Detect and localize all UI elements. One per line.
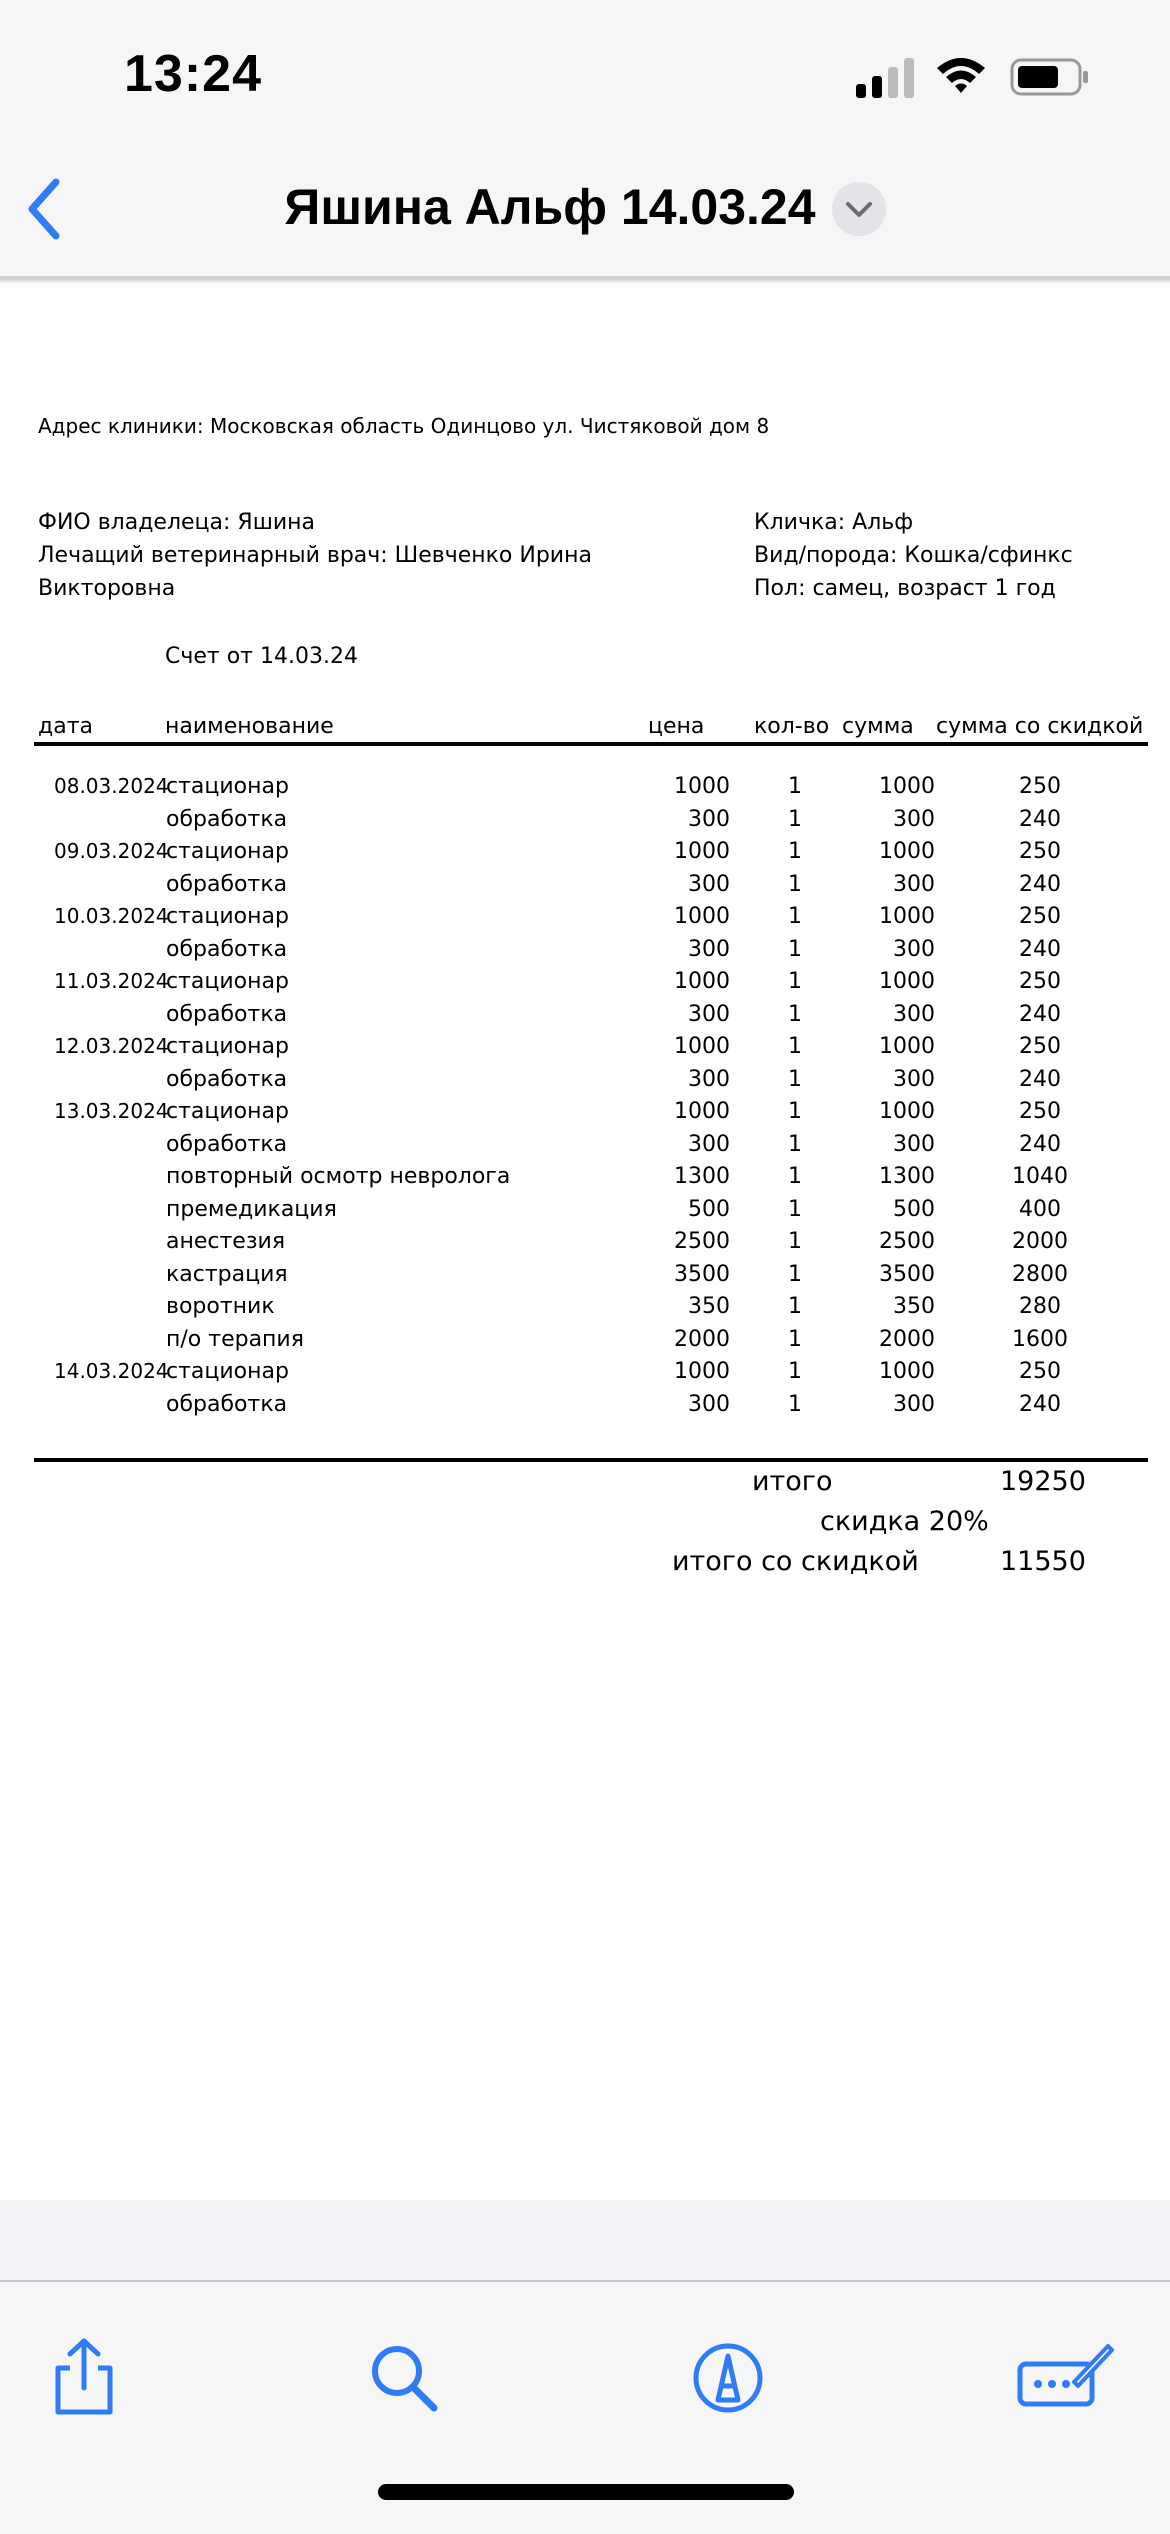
row-sum: 300	[893, 806, 935, 832]
table-row	[0, 837, 1170, 870]
row-price: 1000	[674, 1099, 730, 1124]
row-discounted: 2000	[1012, 1229, 1068, 1254]
row-discounted: 2800	[1012, 1261, 1068, 1287]
row-discounted: 250	[1019, 774, 1061, 799]
row-price: 300	[688, 1131, 730, 1157]
row-discounted: 240	[1019, 806, 1061, 832]
row-discounted: 240	[1019, 871, 1061, 897]
pet-species: Вид/порода: Кошка/сфинкс	[754, 543, 1073, 568]
row-name: стационар	[166, 969, 289, 994]
row-discounted: 240	[1019, 1131, 1061, 1157]
row-price: 500	[688, 1196, 730, 1222]
row-qty: 1	[788, 1066, 802, 1092]
table-row	[0, 1130, 1170, 1163]
row-price: 300	[688, 871, 730, 897]
table-row	[0, 935, 1170, 968]
row-name: стационар	[166, 839, 289, 864]
table-row	[0, 870, 1170, 903]
pet-sex-age: Пол: самец, возраст 1 год	[754, 576, 1056, 601]
row-qty: 1	[788, 806, 802, 832]
table-row	[0, 902, 1170, 935]
row-discounted: 250	[1019, 1359, 1061, 1384]
row-discounted: 240	[1019, 936, 1061, 962]
row-qty: 1	[788, 774, 802, 799]
column-header-date: дата	[38, 714, 93, 739]
row-name: премедикация	[166, 1196, 337, 1222]
row-discounted: 250	[1019, 1099, 1061, 1124]
table-row	[0, 1260, 1170, 1293]
row-sum: 300	[893, 936, 935, 962]
row-price: 1000	[674, 1359, 730, 1384]
row-price: 1300	[674, 1164, 730, 1189]
row-qty: 1	[788, 1034, 802, 1059]
row-sum: 1000	[879, 969, 935, 994]
row-sum: 3500	[879, 1261, 935, 1287]
column-header-sum: сумма	[842, 714, 914, 739]
total-value: 19250	[1000, 1466, 1086, 1497]
row-qty: 1	[788, 1164, 802, 1189]
table-row	[0, 772, 1170, 805]
row-qty: 1	[788, 1326, 802, 1352]
status-time: 13:24	[124, 45, 262, 103]
row-sum: 1000	[879, 839, 935, 864]
table-row	[0, 967, 1170, 1000]
search-icon[interactable]	[364, 2338, 444, 2418]
row-sum: 300	[893, 1001, 935, 1027]
row-sum: 300	[893, 1066, 935, 1092]
row-discounted: 1600	[1012, 1326, 1068, 1352]
row-price: 300	[688, 1001, 730, 1027]
document-page[interactable]	[0, 284, 1170, 2200]
row-discounted: 250	[1019, 969, 1061, 994]
row-name: обработка	[166, 806, 288, 832]
row-sum: 500	[893, 1196, 935, 1222]
row-sum: 1000	[879, 1034, 935, 1059]
row-price: 300	[688, 1391, 730, 1417]
row-sum: 1000	[879, 1359, 935, 1384]
title-menu-button[interactable]	[832, 182, 886, 236]
table-row	[0, 1195, 1170, 1228]
row-name: кастрация	[166, 1261, 288, 1287]
row-qty: 1	[788, 1229, 802, 1254]
table-row	[0, 1000, 1170, 1033]
row-name: стационар	[166, 774, 289, 799]
row-qty: 1	[788, 936, 802, 962]
row-discounted: 250	[1019, 904, 1061, 929]
header-rule	[34, 742, 1148, 746]
row-sum: 1000	[879, 1099, 935, 1124]
row-qty: 1	[788, 969, 802, 994]
row-qty: 1	[788, 1359, 802, 1384]
row-name: воротник	[166, 1294, 275, 1319]
row-price: 300	[688, 936, 730, 962]
row-name: п/о терапия	[166, 1326, 304, 1352]
row-qty: 1	[788, 1261, 802, 1287]
row-price: 1000	[674, 1034, 730, 1059]
row-name: стационар	[166, 1359, 289, 1384]
row-sum: 1300	[879, 1164, 935, 1189]
row-price: 1000	[674, 839, 730, 864]
table-row	[0, 1325, 1170, 1358]
row-discounted: 250	[1019, 839, 1061, 864]
row-date: 11.03.2024	[54, 969, 169, 993]
table-row	[0, 1162, 1170, 1195]
row-sum: 2500	[879, 1229, 935, 1254]
row-price: 1000	[674, 969, 730, 994]
column-header-price: цена	[648, 714, 705, 739]
home-indicator[interactable]	[378, 2484, 794, 2500]
row-qty: 1	[788, 1196, 802, 1222]
row-price: 300	[688, 806, 730, 832]
row-sum: 350	[893, 1294, 935, 1319]
table-row	[0, 1065, 1170, 1098]
row-sum: 300	[893, 1391, 935, 1417]
row-discounted: 240	[1019, 1391, 1061, 1417]
table-row	[0, 1357, 1170, 1390]
row-name: обработка	[166, 1066, 288, 1092]
row-price: 350	[688, 1294, 730, 1319]
owner-name: ФИО владелеца: Яшина	[38, 510, 315, 535]
row-name: стационар	[166, 904, 289, 929]
total-discounted-label: итого со скидкой	[672, 1546, 919, 1577]
column-header-qty: кол-во	[754, 714, 830, 739]
row-price: 2000	[674, 1326, 730, 1352]
row-discounted: 240	[1019, 1001, 1061, 1027]
row-name: повторный осмотр невролога	[166, 1164, 511, 1189]
row-price: 2500	[674, 1229, 730, 1254]
row-name: обработка	[166, 1131, 288, 1157]
total-label: итого	[752, 1466, 833, 1497]
document-title[interactable]: Яшина Альф 14.03.24	[284, 179, 816, 235]
total-discounted-value: 11550	[1000, 1546, 1086, 1577]
table-row	[0, 1227, 1170, 1260]
row-name: обработка	[166, 871, 288, 897]
table-row	[0, 1390, 1170, 1423]
markup-icon[interactable]	[688, 2338, 768, 2418]
row-name: стационар	[166, 1034, 289, 1059]
row-qty: 1	[788, 1391, 802, 1417]
invoice-title: Счет от 14.03.24	[165, 644, 358, 669]
row-sum: 1000	[879, 904, 935, 929]
clinic-address: Адрес клиники: Московская область Одинцово ул. Чистяковой дом 8	[38, 414, 770, 438]
row-qty: 1	[788, 1099, 802, 1124]
row-qty: 1	[788, 871, 802, 897]
row-date: 10.03.2024	[54, 904, 169, 928]
column-header-name: наименование	[165, 714, 334, 739]
wifi-icon	[935, 54, 987, 96]
row-name: стационар	[166, 1099, 289, 1124]
vet-name-line2: Викторовна	[38, 576, 176, 601]
row-discounted: 400	[1019, 1196, 1061, 1222]
row-price: 1000	[674, 904, 730, 929]
table-row	[0, 1292, 1170, 1325]
battery-icon	[1010, 58, 1090, 96]
row-sum: 300	[893, 1131, 935, 1157]
row-name: обработка	[166, 1001, 288, 1027]
row-date: 12.03.2024	[54, 1034, 169, 1058]
row-discounted: 240	[1019, 1066, 1061, 1092]
row-discounted: 1040	[1012, 1164, 1068, 1189]
row-price: 3500	[674, 1261, 730, 1287]
row-date: 13.03.2024	[54, 1099, 169, 1123]
row-sum: 1000	[879, 774, 935, 799]
keyboard-pen-icon[interactable]	[1014, 2338, 1114, 2418]
row-qty: 1	[788, 904, 802, 929]
row-price: 1000	[674, 774, 730, 799]
row-name: обработка	[166, 936, 288, 962]
row-name: анестезия	[166, 1229, 286, 1254]
row-qty: 1	[788, 1001, 802, 1027]
invoice-rows	[0, 772, 1170, 1422]
row-date: 08.03.2024	[54, 774, 169, 798]
navigation-bar	[0, 150, 1170, 278]
row-sum: 300	[893, 871, 935, 897]
row-discounted: 280	[1019, 1294, 1061, 1319]
row-discounted: 250	[1019, 1034, 1061, 1059]
row-date: 09.03.2024	[54, 839, 169, 863]
row-qty: 1	[788, 1294, 802, 1319]
row-price: 300	[688, 1066, 730, 1092]
row-qty: 1	[788, 1131, 802, 1157]
table-row	[0, 1097, 1170, 1130]
row-qty: 1	[788, 839, 802, 864]
pet-name: Кличка: Альф	[754, 510, 914, 535]
row-name: обработка	[166, 1391, 288, 1417]
chevron-down-icon	[844, 196, 874, 222]
table-row	[0, 1032, 1170, 1065]
row-sum: 2000	[879, 1326, 935, 1352]
share-icon[interactable]	[44, 2338, 124, 2418]
cellular-signal-icon	[856, 58, 916, 98]
vet-name-line1: Лечащий ветеринарный врач: Шевченко Ирина	[38, 543, 592, 568]
table-row	[0, 805, 1170, 838]
discount-label: скидка 20%	[820, 1506, 989, 1537]
column-header-discounted: сумма со скидкой	[936, 714, 1144, 739]
totals-rule	[34, 1458, 1148, 1462]
status-bar	[0, 0, 1170, 150]
row-date: 14.03.2024	[54, 1359, 169, 1383]
